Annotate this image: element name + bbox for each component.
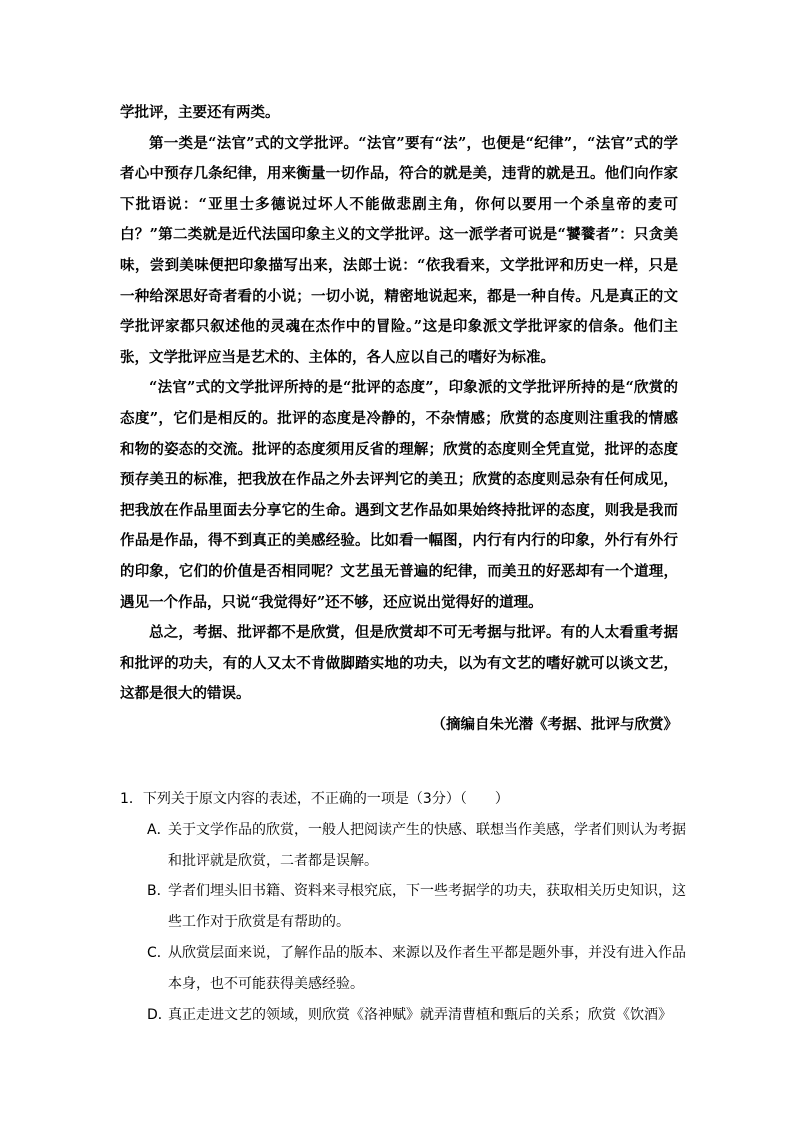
option-b: [120, 876, 686, 938]
option-b-label: B．: [147, 883, 171, 900]
passage-paragraph-1: 第一类是“法官”式的文学批评。“法官”要有“法”，也便是“纪律”，“法官”式的学者心中预存几条纪律，用来衡量一切作品，符合的就是美，违背的就是丑。他们向作家下批语说：“亚里士多德说过坏人不能做悲剧主角，你何以要用一个杀皇帝的麦可白？”第二类就是近代法国印象主义的文学批评。这一派学者可说是“饕餮者”：只贪美味，尝到美味便把印象描写出来，法郎士说：“依我看来，文学批评和历史一样，只是一种给深思好奇者看的小说；一切小说，精密地说起来，都是一种自传。凡是真正的文学批评家都只叙述他的灵魂在杰作中的冒险。”这是印象派文学批评家的信条。他们主张，文学批评应当是艺术的、主体的，各人应以自己的嗜好为标准。: [120, 134, 678, 366]
reading-passage: [120, 98, 678, 740]
option-c-text: 从欣赏层面来说，了解作品的版本、来源以及作者生平都是题外事，并没有进入作品本身，也不可能获得美感经验。: [168, 944, 686, 992]
option-a-text: 关于文学作品的欣赏，一般人把阅读产生的快感、联想当作美感，学者们则认为考据和批评就是欣赏，二者都是误解。: [168, 821, 686, 869]
passage-lead-line: 学批评，主要还有两类。: [120, 104, 280, 121]
option-c: [120, 938, 686, 1000]
option-a-label: A．: [147, 821, 171, 838]
option-d-text: 真正走进文艺的领域，则欣赏《洛神赋》就弄清曹植和甄后的关系；欣赏《饮酒》: [168, 1006, 672, 1023]
passage-paragraph-3: 总之，考据、批评都不是欣赏，但是欣赏却不可无考据与批评。有的人太看重考据和批评的功夫，有的人又太不肯做脚踏实地的功夫，以为有文艺的嗜好就可以谈文艺，这都是很大的错误。: [120, 624, 678, 703]
option-a: [120, 815, 686, 877]
question-stem: 1．下列关于原文内容的表述，不正确的一项是（3分）（ ）: [120, 791, 509, 807]
question-1: [120, 784, 686, 1030]
passage-paragraph-2: “法官”式的文学批评所持的是“批评的态度”，印象派的文学批评所持的是“欣赏的态度”，它们是相反的。批评的态度是冷静的，不杂情感；欣赏的态度则注重我的情感和物的姿态的交流。批评的态度须用反省的理解；欣赏的态度则全凭直觉，批评的态度预存美丑的标准，把我放在作品之外去评判它的美丑；欣赏的态度则忌杂有任何成见，把我放在作品里面去分享它的生命。遇到文艺作品如果始终持批评的态度，则我是我而作品是作品，得不到真正的美感经验。比如看一幅图，内行有内行的印象，外行有外行的印象，它们的价值是否相同呢？文艺虽无普遍的纪律，而美丑的好恶却有一个道理，遇见一个作品，只说“我觉得好”还不够，还应说出觉得好的道理。: [120, 379, 678, 611]
option-b-text: 学者们埋头旧书籍、资料来寻根究底，下一些考据学的功夫，获取相关历史知识，这些工作对于欣赏是有帮助的。: [168, 883, 686, 931]
passage-source: （摘编自朱光潜《考据、批评与欣赏》: [431, 715, 678, 733]
option-d-label: D．: [147, 1006, 172, 1023]
option-c-label: C．: [147, 944, 171, 961]
option-d: [120, 1000, 686, 1031]
